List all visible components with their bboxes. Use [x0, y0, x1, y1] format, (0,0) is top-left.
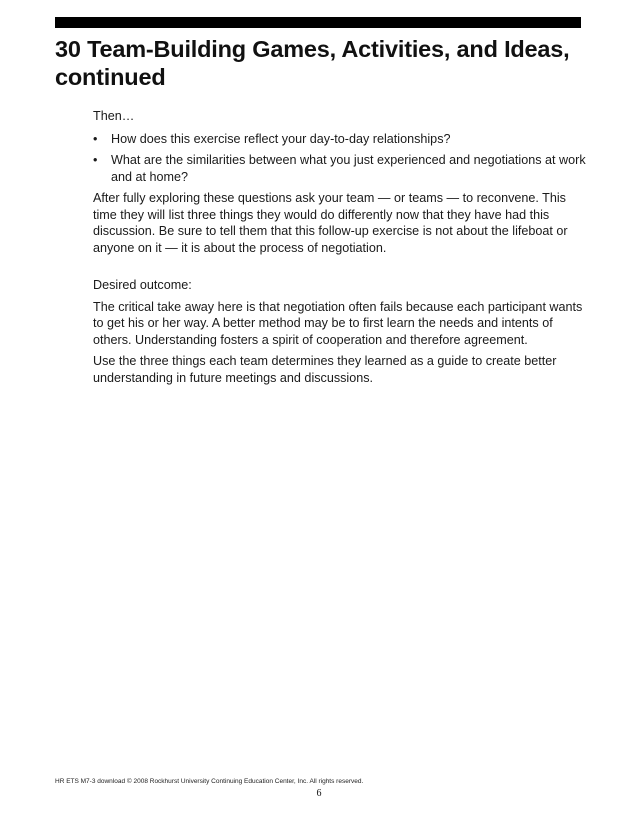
- page-title: 30 Team-Building Games, Activities, and Ideas, continued: [55, 36, 570, 90]
- desired-outcome-label: Desired outcome:: [93, 278, 192, 292]
- then-label: Then…: [93, 109, 135, 123]
- list-item-text: How does this exercise reflect your day-to-day relationships?: [111, 131, 451, 146]
- list-item: [93, 152, 593, 185]
- header-rule: [55, 17, 581, 28]
- copyright-footer: HR ETS M7-3 download © 2008 Rockhurst University Continuing Education Center, Inc. All rights reserved.: [55, 778, 364, 785]
- list-item-text: What are the similarities between what you just experienced and negotiations at work and at home?: [111, 153, 586, 184]
- question-list: [93, 131, 593, 186]
- list-item: [93, 131, 593, 148]
- spacer: [93, 261, 593, 277]
- paragraph-reconvene: After fully exploring these questions ask your team — or teams — to reconvene. This time they will list three things they would do differently now that they have had this discussion. Be sure to tell them that this follow-up exercise is not about the lifeboat or anyone on it — it is about the process of negotiation.: [93, 191, 568, 255]
- paragraph-outcome: The critical take away here is that negotiation often fails because each participant wants to get his or her way. A better method may be to first learn the needs and intents of others. Understanding fosters a spirit of cooperation and therefore agreement.: [93, 299, 583, 347]
- paragraph-use-three-things: Use the three things each team determines they learned as a guide to create better understanding in future meetings and discussions.: [93, 354, 557, 385]
- body-content: [93, 108, 593, 391]
- page-number: 6: [316, 788, 322, 799]
- bullet-icon: •: [93, 131, 98, 146]
- bullet-icon: •: [93, 153, 98, 167]
